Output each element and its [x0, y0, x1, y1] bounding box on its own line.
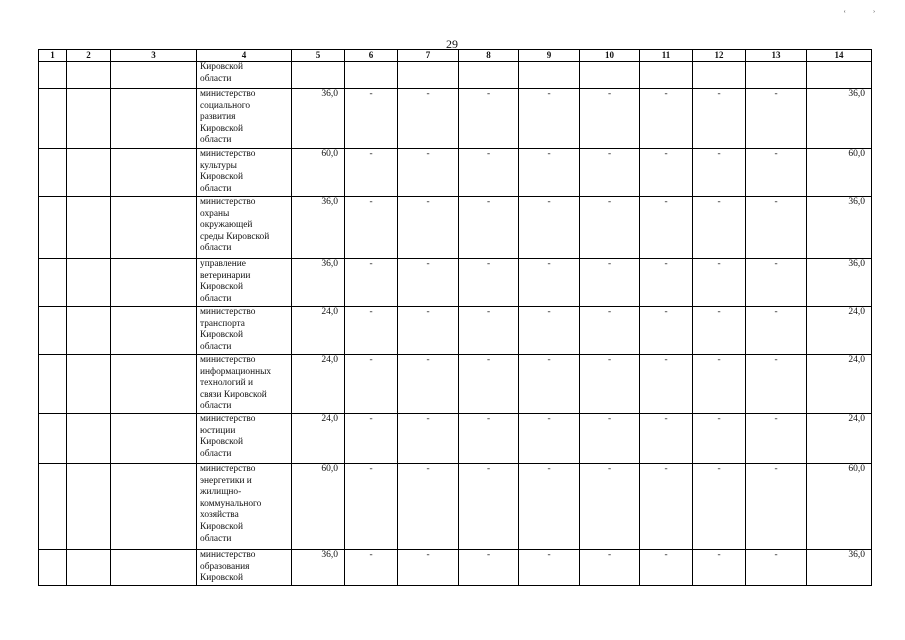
organization-name-cell — [197, 89, 292, 149]
column-header-7: 7 — [398, 50, 459, 62]
cell-col-1 — [39, 259, 67, 307]
value-cell-col-14: 24,0 — [807, 307, 872, 355]
organization-name-line: управление — [200, 259, 246, 269]
cell-col-3 — [111, 62, 197, 89]
cell-col-1 — [39, 355, 67, 414]
organization-name-line: Кировской — [200, 62, 243, 72]
organization-name-line: министерство — [200, 197, 256, 207]
cell-col-1 — [39, 307, 67, 355]
value-cell-col-6 — [345, 62, 398, 89]
cell-col-3 — [111, 550, 197, 586]
cell-col-3 — [111, 414, 197, 464]
value-cell-col-13: - — [746, 414, 807, 464]
organization-name-cell — [197, 464, 292, 550]
organization-name-line: Кировской — [200, 573, 243, 584]
value-cell-col-12: - — [693, 355, 746, 414]
value-cell-col-5: 60,0 — [292, 464, 345, 550]
value-cell-col-13: - — [746, 89, 807, 149]
organization-name-line: транспорта — [200, 318, 245, 329]
value-cell-col-12: - — [693, 149, 746, 197]
value-cell-col-9: - — [519, 414, 580, 464]
value-cell-col-8: - — [459, 550, 519, 586]
value-cell-col-10: - — [580, 197, 640, 259]
organization-name-line: технологий и — [200, 378, 254, 389]
value-cell-col-6: - — [345, 355, 398, 414]
cell-col-1 — [39, 62, 67, 89]
value-cell-col-13: - — [746, 307, 807, 355]
value-cell-col-8: - — [459, 259, 519, 307]
value-cell-col-10: - — [580, 414, 640, 464]
column-header-1: 1 — [39, 50, 67, 62]
value-cell-col-12: - — [693, 550, 746, 586]
value-cell-col-14: 24,0 — [807, 414, 872, 464]
cell-col-1 — [39, 414, 67, 464]
value-cell-col-8: - — [459, 307, 519, 355]
cell-col-2 — [67, 464, 111, 550]
cell-col-2 — [67, 259, 111, 307]
organization-name-line: области — [200, 183, 232, 194]
value-cell-col-7: - — [398, 355, 459, 414]
value-cell-col-6: - — [345, 414, 398, 464]
value-cell-col-11: - — [640, 464, 693, 550]
value-cell-col-14: 60,0 — [807, 149, 872, 197]
value-cell-col-10: - — [580, 259, 640, 307]
organization-name-line: области — [200, 135, 232, 146]
organization-name-line: Кировской — [200, 330, 243, 341]
column-header-8: 8 — [459, 50, 519, 62]
organization-name-cell — [197, 259, 292, 307]
corner-mark: ʾ — [872, 10, 902, 21]
value-cell-col-6: - — [345, 89, 398, 149]
column-header-13: 13 — [746, 50, 807, 62]
value-cell-col-11: - — [640, 414, 693, 464]
cell-col-2 — [67, 197, 111, 259]
value-cell-col-7: - — [398, 89, 459, 149]
organization-name-line: коммунального — [200, 498, 262, 509]
organization-name-line: области — [200, 533, 232, 544]
value-cell-col-9 — [519, 62, 580, 89]
value-cell-col-7: - — [398, 550, 459, 586]
value-cell-col-14: 36,0 — [807, 259, 872, 307]
column-header-4: 4 — [197, 50, 292, 62]
organization-name-line: социального — [200, 100, 251, 111]
value-cell-col-12: - — [693, 259, 746, 307]
value-cell-col-14: 36,0 — [807, 550, 872, 586]
table-row — [39, 197, 872, 259]
organization-name-line: Кировской — [200, 521, 243, 532]
cell-col-3 — [111, 259, 197, 307]
cell-col-3 — [111, 307, 197, 355]
value-cell-col-14 — [807, 62, 872, 89]
value-cell-col-14: 60,0 — [807, 464, 872, 550]
table-body — [39, 62, 872, 586]
cell-col-1 — [39, 149, 67, 197]
value-cell-col-8: - — [459, 414, 519, 464]
column-header-10: 10 — [580, 50, 640, 62]
value-cell-col-10: - — [580, 307, 640, 355]
value-cell-col-13 — [746, 62, 807, 89]
corner-marks — [843, 10, 902, 21]
organization-name-line: Кировской — [200, 437, 243, 448]
value-cell-col-5: 60,0 — [292, 149, 345, 197]
cell-col-3 — [111, 464, 197, 550]
value-cell-col-9: - — [519, 550, 580, 586]
column-header-5: 5 — [292, 50, 345, 62]
organization-name-line: среды Кировской — [200, 231, 270, 242]
table-row — [39, 355, 872, 414]
value-cell-col-10: - — [580, 550, 640, 586]
organization-name-line: окружающей — [200, 220, 253, 231]
organization-name-line: области — [200, 401, 232, 412]
organization-name-line: министерство — [200, 307, 256, 317]
table-row — [39, 259, 872, 307]
organization-name-line: связи Кировской — [200, 389, 267, 400]
cell-col-2 — [67, 62, 111, 89]
value-cell-col-10: - — [580, 464, 640, 550]
value-cell-col-5: 36,0 — [292, 550, 345, 586]
value-cell-col-9: - — [519, 149, 580, 197]
value-cell-col-6: - — [345, 550, 398, 586]
value-cell-col-5: 36,0 — [292, 89, 345, 149]
organization-name-line: министерство — [200, 414, 256, 424]
value-cell-col-8 — [459, 62, 519, 89]
value-cell-col-5 — [292, 62, 345, 89]
value-cell-col-9: - — [519, 259, 580, 307]
organization-name-cell — [197, 149, 292, 197]
value-cell-col-11: - — [640, 197, 693, 259]
organization-name-line: юстиции — [200, 425, 236, 436]
organization-name-line: культуры — [200, 160, 237, 171]
organization-name-cell — [197, 197, 292, 259]
organization-name-line: области — [200, 73, 232, 84]
cell-col-1 — [39, 89, 67, 149]
organization-name-line: Кировской — [200, 172, 243, 183]
cell-col-1 — [39, 197, 67, 259]
cell-col-2 — [67, 307, 111, 355]
cell-col-2 — [67, 414, 111, 464]
organization-name-line: министерство — [200, 464, 256, 474]
value-cell-col-12: - — [693, 464, 746, 550]
organization-name-line: развития — [200, 112, 236, 123]
organization-name-line: области — [200, 341, 232, 352]
column-header-9: 9 — [519, 50, 580, 62]
value-cell-col-7: - — [398, 197, 459, 259]
value-cell-col-5: 36,0 — [292, 197, 345, 259]
organization-name-line: министерство — [200, 89, 256, 99]
cell-col-1 — [39, 550, 67, 586]
value-cell-col-14: 36,0 — [807, 197, 872, 259]
value-cell-col-8: - — [459, 355, 519, 414]
value-cell-col-7: - — [398, 259, 459, 307]
value-cell-col-7: - — [398, 149, 459, 197]
value-cell-col-5: 36,0 — [292, 259, 345, 307]
organization-name-cell — [197, 414, 292, 464]
value-cell-col-6: - — [345, 307, 398, 355]
organization-name-line: жилищно- — [200, 487, 242, 498]
value-cell-col-6: - — [345, 197, 398, 259]
table-row — [39, 62, 872, 89]
column-header-11: 11 — [640, 50, 693, 62]
value-cell-col-8: - — [459, 197, 519, 259]
column-header-2: 2 — [67, 50, 111, 62]
value-cell-col-8: - — [459, 89, 519, 149]
value-cell-col-11: - — [640, 307, 693, 355]
cell-col-3 — [111, 197, 197, 259]
table-row — [39, 414, 872, 464]
organization-name-line: Кировской — [200, 282, 243, 293]
organization-name-line: информационных — [200, 366, 272, 377]
value-cell-col-12 — [693, 62, 746, 89]
value-cell-col-9: - — [519, 307, 580, 355]
organization-name-cell — [197, 355, 292, 414]
value-cell-col-9: - — [519, 197, 580, 259]
value-cell-col-6: - — [345, 149, 398, 197]
header-row — [39, 50, 872, 62]
value-cell-col-7: - — [398, 414, 459, 464]
organization-name-line: министерство — [200, 355, 256, 365]
organization-name-line: министерство — [200, 149, 256, 159]
organization-name-line: области — [200, 293, 232, 304]
column-header-3: 3 — [111, 50, 197, 62]
value-cell-col-11: - — [640, 149, 693, 197]
organization-name-line: охраны — [200, 208, 230, 219]
table-row — [39, 89, 872, 149]
organization-name-line: ветеринарии — [200, 270, 251, 281]
value-cell-col-11 — [640, 62, 693, 89]
value-cell-col-10 — [580, 62, 640, 89]
cell-col-2 — [67, 89, 111, 149]
value-cell-col-11: - — [640, 89, 693, 149]
table-row — [39, 550, 872, 586]
cell-col-3 — [111, 89, 197, 149]
value-cell-col-14: 36,0 — [807, 89, 872, 149]
column-header-6: 6 — [345, 50, 398, 62]
value-cell-col-13: - — [746, 149, 807, 197]
table-row — [39, 149, 872, 197]
value-cell-col-5: 24,0 — [292, 414, 345, 464]
value-cell-col-13: - — [746, 464, 807, 550]
organization-name-line: хозяйства — [200, 510, 239, 521]
value-cell-col-6: - — [345, 464, 398, 550]
column-header-14: 14 — [807, 50, 872, 62]
value-cell-col-7: - — [398, 307, 459, 355]
value-cell-col-13: - — [746, 550, 807, 586]
value-cell-col-11: - — [640, 355, 693, 414]
value-cell-col-10: - — [580, 355, 640, 414]
cell-col-2 — [67, 149, 111, 197]
value-cell-col-13: - — [746, 355, 807, 414]
cell-col-2 — [67, 550, 111, 586]
value-cell-col-11: - — [640, 259, 693, 307]
value-cell-col-5: 24,0 — [292, 307, 345, 355]
organization-name-line: области — [200, 448, 232, 459]
page-number: 29 — [446, 37, 458, 51]
value-cell-col-7: - — [398, 464, 459, 550]
value-cell-col-10: - — [580, 149, 640, 197]
corner-mark: ʿ — [843, 10, 873, 21]
value-cell-col-9: - — [519, 355, 580, 414]
cell-col-3 — [111, 355, 197, 414]
value-cell-col-12: - — [693, 197, 746, 259]
table-row — [39, 307, 872, 355]
value-cell-col-12: - — [693, 414, 746, 464]
value-cell-col-9: - — [519, 464, 580, 550]
value-cell-col-9: - — [519, 89, 580, 149]
value-cell-col-13: - — [746, 259, 807, 307]
organization-name-line: образования — [200, 561, 250, 572]
organization-name-cell — [197, 307, 292, 355]
organization-name-line: области — [200, 243, 232, 254]
organization-name-cell — [197, 62, 292, 89]
cell-col-3 — [111, 149, 197, 197]
organization-name-line: министерство — [200, 550, 256, 560]
value-cell-col-11: - — [640, 550, 693, 586]
value-cell-col-10: - — [580, 89, 640, 149]
table-row — [39, 464, 872, 550]
cell-col-2 — [67, 355, 111, 414]
organization-name-line: Кировской — [200, 123, 243, 134]
value-cell-col-7 — [398, 62, 459, 89]
column-header-12: 12 — [693, 50, 746, 62]
value-cell-col-14: 24,0 — [807, 355, 872, 414]
budget-table — [38, 49, 872, 586]
organization-name-line: энергетики и — [200, 475, 252, 486]
cell-col-1 — [39, 464, 67, 550]
value-cell-col-8: - — [459, 149, 519, 197]
value-cell-col-12: - — [693, 307, 746, 355]
value-cell-col-5: 24,0 — [292, 355, 345, 414]
value-cell-col-13: - — [746, 197, 807, 259]
value-cell-col-6: - — [345, 259, 398, 307]
value-cell-col-8: - — [459, 464, 519, 550]
value-cell-col-12: - — [693, 89, 746, 149]
organization-name-cell — [197, 550, 292, 586]
